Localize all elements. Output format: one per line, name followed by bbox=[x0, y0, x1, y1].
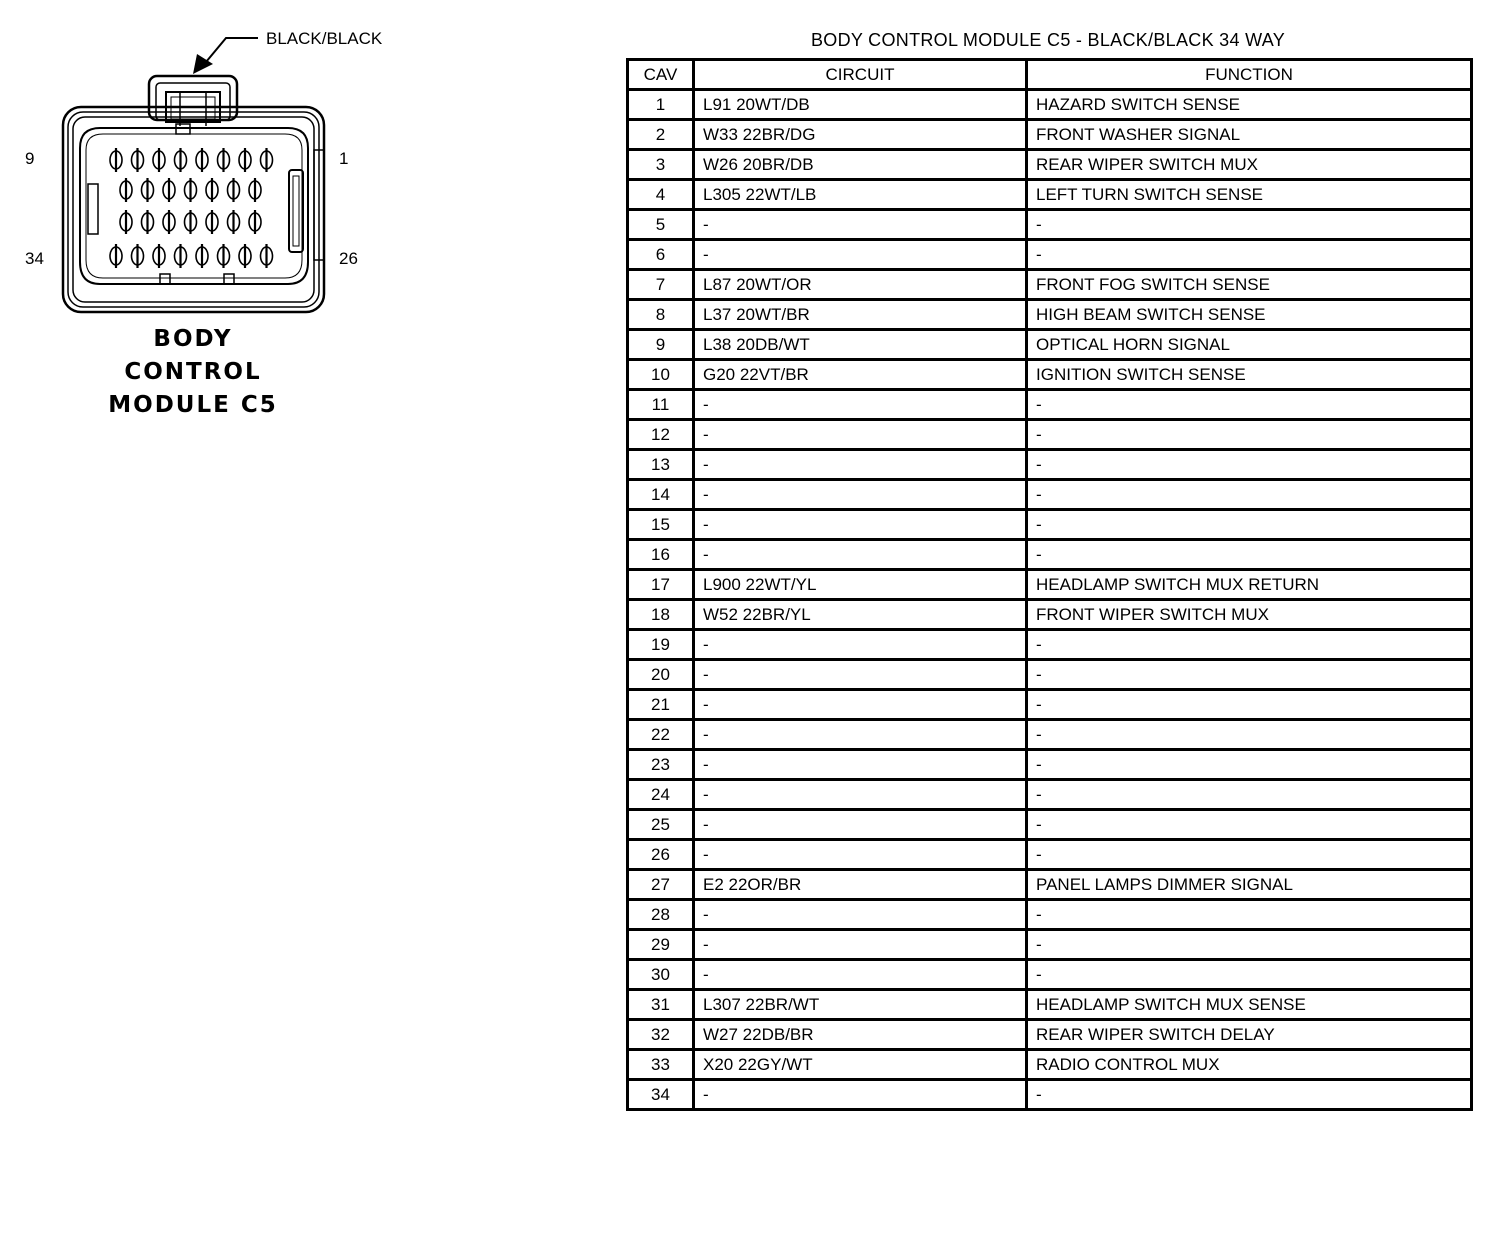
pin-cavity bbox=[163, 210, 175, 234]
cell-circuit: - bbox=[694, 690, 1027, 720]
cell-function: - bbox=[1027, 900, 1472, 930]
cell-cav: 22 bbox=[628, 720, 694, 750]
cell-cav: 7 bbox=[628, 270, 694, 300]
cell-cav: 13 bbox=[628, 450, 694, 480]
cell-cav: 32 bbox=[628, 1020, 694, 1050]
table-row bbox=[628, 810, 1472, 840]
connector-title-line-2: CONTROL bbox=[124, 359, 262, 385]
connector-title-line-3: MODULE C5 bbox=[108, 392, 278, 418]
cell-cav: 12 bbox=[628, 420, 694, 450]
leader-line bbox=[206, 38, 258, 62]
table-row bbox=[628, 150, 1472, 180]
cell-circuit: - bbox=[694, 480, 1027, 510]
cell-cav: 26 bbox=[628, 840, 694, 870]
table-row bbox=[628, 570, 1472, 600]
pinout-table bbox=[626, 58, 1473, 1111]
cell-circuit: W52 22BR/YL bbox=[694, 600, 1027, 630]
cell-function: RADIO CONTROL MUX bbox=[1027, 1050, 1472, 1080]
cell-function: - bbox=[1027, 540, 1472, 570]
cell-cav: 11 bbox=[628, 390, 694, 420]
connector-title-line-1: BODY bbox=[153, 326, 233, 352]
cell-circuit: W27 22DB/BR bbox=[694, 1020, 1027, 1050]
cell-function: HAZARD SWITCH SENSE bbox=[1027, 90, 1472, 120]
cell-cav: 16 bbox=[628, 540, 694, 570]
pin-cavity bbox=[218, 244, 230, 268]
table-row bbox=[628, 720, 1472, 750]
pin-cavity bbox=[239, 148, 251, 172]
pin-cavity bbox=[196, 148, 208, 172]
pin-cavity bbox=[110, 244, 122, 268]
pin-cavity bbox=[142, 178, 154, 202]
cell-circuit: - bbox=[694, 840, 1027, 870]
cell-circuit: - bbox=[694, 240, 1027, 270]
cell-circuit: L91 20WT/DB bbox=[694, 90, 1027, 120]
pin-cavity bbox=[228, 210, 240, 234]
table-row bbox=[628, 390, 1472, 420]
cell-function: - bbox=[1027, 630, 1472, 660]
table-row bbox=[628, 630, 1472, 660]
cell-cav: 15 bbox=[628, 510, 694, 540]
column-header-cav: CAV bbox=[628, 60, 694, 90]
cell-cav: 27 bbox=[628, 870, 694, 900]
cell-circuit: L38 20DB/WT bbox=[694, 330, 1027, 360]
cell-cav: 4 bbox=[628, 180, 694, 210]
table-row bbox=[628, 690, 1472, 720]
cell-circuit: - bbox=[694, 510, 1027, 540]
cell-circuit: - bbox=[694, 420, 1027, 450]
cell-circuit: - bbox=[694, 450, 1027, 480]
cell-circuit: L900 22WT/YL bbox=[694, 570, 1027, 600]
cell-circuit: - bbox=[694, 1080, 1027, 1110]
cell-circuit: G20 22VT/BR bbox=[694, 360, 1027, 390]
cell-circuit: E2 22OR/BR bbox=[694, 870, 1027, 900]
cell-function: REAR WIPER SWITCH DELAY bbox=[1027, 1020, 1472, 1050]
table-row bbox=[628, 930, 1472, 960]
pin-cavity bbox=[228, 178, 240, 202]
table-title: BODY CONTROL MODULE C5 - BLACK/BLACK 34 WAY bbox=[810, 30, 1286, 50]
cell-circuit: - bbox=[694, 630, 1027, 660]
cell-function: LEFT TURN SWITCH SENSE bbox=[1027, 180, 1472, 210]
pin-cavity bbox=[153, 148, 165, 172]
table-row bbox=[628, 1080, 1472, 1110]
cell-function: - bbox=[1027, 750, 1472, 780]
pin-label-bottom-right: 26 bbox=[339, 249, 358, 268]
pin-cavity bbox=[239, 244, 251, 268]
cell-function: - bbox=[1027, 480, 1472, 510]
table-row bbox=[628, 750, 1472, 780]
cell-circuit: L307 22BR/WT bbox=[694, 990, 1027, 1020]
pin-cavity bbox=[261, 148, 273, 172]
table-header-row bbox=[628, 60, 1472, 90]
cell-cav: 24 bbox=[628, 780, 694, 810]
cell-circuit: L37 20WT/BR bbox=[694, 300, 1027, 330]
cell-cav: 3 bbox=[628, 150, 694, 180]
cell-circuit: - bbox=[694, 930, 1027, 960]
cell-cav: 20 bbox=[628, 660, 694, 690]
table-row bbox=[628, 840, 1472, 870]
cell-cav: 17 bbox=[628, 570, 694, 600]
cell-function: FRONT WASHER SIGNAL bbox=[1027, 120, 1472, 150]
cell-function: HEADLAMP SWITCH MUX SENSE bbox=[1027, 990, 1472, 1020]
table-row bbox=[628, 240, 1472, 270]
cell-function: HIGH BEAM SWITCH SENSE bbox=[1027, 300, 1472, 330]
cell-cav: 30 bbox=[628, 960, 694, 990]
cell-cav: 21 bbox=[628, 690, 694, 720]
table-row bbox=[628, 270, 1472, 300]
pin-cavity bbox=[110, 148, 122, 172]
pin-cavity bbox=[120, 178, 132, 202]
cell-cav: 9 bbox=[628, 330, 694, 360]
cell-function: - bbox=[1027, 390, 1472, 420]
cell-function: HEADLAMP SWITCH MUX RETURN bbox=[1027, 570, 1472, 600]
pin-cavity bbox=[153, 244, 165, 268]
cell-function: FRONT FOG SWITCH SENSE bbox=[1027, 270, 1472, 300]
pin-cavity bbox=[185, 210, 197, 234]
cell-function: - bbox=[1027, 660, 1472, 690]
table-row bbox=[628, 510, 1472, 540]
cell-cav: 28 bbox=[628, 900, 694, 930]
table-row bbox=[628, 600, 1472, 630]
cell-circuit: X20 22GY/WT bbox=[694, 1050, 1027, 1080]
pin-cavity bbox=[132, 244, 144, 268]
cell-circuit: - bbox=[694, 720, 1027, 750]
cell-cav: 18 bbox=[628, 600, 694, 630]
cell-cav: 6 bbox=[628, 240, 694, 270]
pin-label-bottom-left: 34 bbox=[25, 249, 44, 268]
cell-cav: 25 bbox=[628, 810, 694, 840]
connector-housing bbox=[63, 76, 324, 312]
cell-circuit: - bbox=[694, 660, 1027, 690]
cell-function: - bbox=[1027, 780, 1472, 810]
pin-cavity bbox=[218, 148, 230, 172]
cell-function: - bbox=[1027, 810, 1472, 840]
pin-cavity bbox=[142, 210, 154, 234]
cell-circuit: - bbox=[694, 750, 1027, 780]
cell-cav: 23 bbox=[628, 750, 694, 780]
pin-cavity bbox=[196, 244, 208, 268]
column-header-circuit: CIRCUIT bbox=[694, 60, 1027, 90]
table-row bbox=[628, 330, 1472, 360]
table-row bbox=[628, 210, 1472, 240]
cell-circuit: - bbox=[694, 210, 1027, 240]
pin-cavity bbox=[175, 148, 187, 172]
table-row bbox=[628, 540, 1472, 570]
cell-cav: 5 bbox=[628, 210, 694, 240]
table-row bbox=[628, 1050, 1472, 1080]
table-row bbox=[628, 870, 1472, 900]
table-row bbox=[628, 990, 1472, 1020]
cell-function: REAR WIPER SWITCH MUX bbox=[1027, 150, 1472, 180]
table-row bbox=[628, 120, 1472, 150]
cell-circuit: - bbox=[694, 780, 1027, 810]
pin-cavity bbox=[163, 178, 175, 202]
connector-pin-cavities bbox=[110, 148, 273, 268]
cell-function: - bbox=[1027, 1080, 1472, 1110]
cell-cav: 19 bbox=[628, 630, 694, 660]
cell-cav: 1 bbox=[628, 90, 694, 120]
cell-cav: 31 bbox=[628, 990, 694, 1020]
cell-function: - bbox=[1027, 930, 1472, 960]
table-row bbox=[628, 780, 1472, 810]
table-row bbox=[628, 480, 1472, 510]
cell-cav: 2 bbox=[628, 120, 694, 150]
cell-cav: 33 bbox=[628, 1050, 694, 1080]
table-row bbox=[628, 660, 1472, 690]
cell-function: - bbox=[1027, 420, 1472, 450]
connector-diagram bbox=[0, 0, 600, 440]
table-row bbox=[628, 960, 1472, 990]
table-row bbox=[628, 450, 1472, 480]
cell-function: FRONT WIPER SWITCH MUX bbox=[1027, 600, 1472, 630]
cell-function: PANEL LAMPS DIMMER SIGNAL bbox=[1027, 870, 1472, 900]
table-row bbox=[628, 360, 1472, 390]
cell-function: - bbox=[1027, 450, 1472, 480]
pin-cavity bbox=[120, 210, 132, 234]
cell-cav: 8 bbox=[628, 300, 694, 330]
cell-circuit: - bbox=[694, 900, 1027, 930]
cell-circuit: - bbox=[694, 960, 1027, 990]
pin-cavity bbox=[175, 244, 187, 268]
table-row bbox=[628, 420, 1472, 450]
cell-function: - bbox=[1027, 840, 1472, 870]
pin-cavity bbox=[261, 244, 273, 268]
cell-circuit: L87 20WT/OR bbox=[694, 270, 1027, 300]
cell-circuit: - bbox=[694, 390, 1027, 420]
pin-cavity bbox=[206, 178, 218, 202]
pin-label-top-right: 1 bbox=[339, 149, 349, 168]
cell-circuit: - bbox=[694, 810, 1027, 840]
cell-circuit: W26 20BR/DB bbox=[694, 150, 1027, 180]
cell-cav: 29 bbox=[628, 930, 694, 960]
cell-cav: 10 bbox=[628, 360, 694, 390]
table-row bbox=[628, 180, 1472, 210]
cell-function: - bbox=[1027, 960, 1472, 990]
pin-cavity bbox=[132, 148, 144, 172]
cell-circuit: - bbox=[694, 540, 1027, 570]
cell-function: - bbox=[1027, 510, 1472, 540]
cell-function: OPTICAL HORN SIGNAL bbox=[1027, 330, 1472, 360]
table-row bbox=[628, 90, 1472, 120]
cell-function: - bbox=[1027, 240, 1472, 270]
cell-cav: 34 bbox=[628, 1080, 694, 1110]
cell-function: - bbox=[1027, 720, 1472, 750]
pin-cavity bbox=[249, 210, 261, 234]
pin-cavity bbox=[249, 178, 261, 202]
cell-function: - bbox=[1027, 690, 1472, 720]
table-row bbox=[628, 900, 1472, 930]
pin-cavity bbox=[206, 210, 218, 234]
cell-circuit: L305 22WT/LB bbox=[694, 180, 1027, 210]
cell-function: - bbox=[1027, 210, 1472, 240]
table-row bbox=[628, 300, 1472, 330]
table-row bbox=[628, 1020, 1472, 1050]
pin-cavity bbox=[185, 178, 197, 202]
connector-color-label: BLACK/BLACK bbox=[266, 29, 383, 48]
pin-label-top-left: 9 bbox=[25, 149, 35, 168]
cell-function: IGNITION SWITCH SENSE bbox=[1027, 360, 1472, 390]
cell-cav: 14 bbox=[628, 480, 694, 510]
column-header-function: FUNCTION bbox=[1027, 60, 1472, 90]
cell-circuit: W33 22BR/DG bbox=[694, 120, 1027, 150]
